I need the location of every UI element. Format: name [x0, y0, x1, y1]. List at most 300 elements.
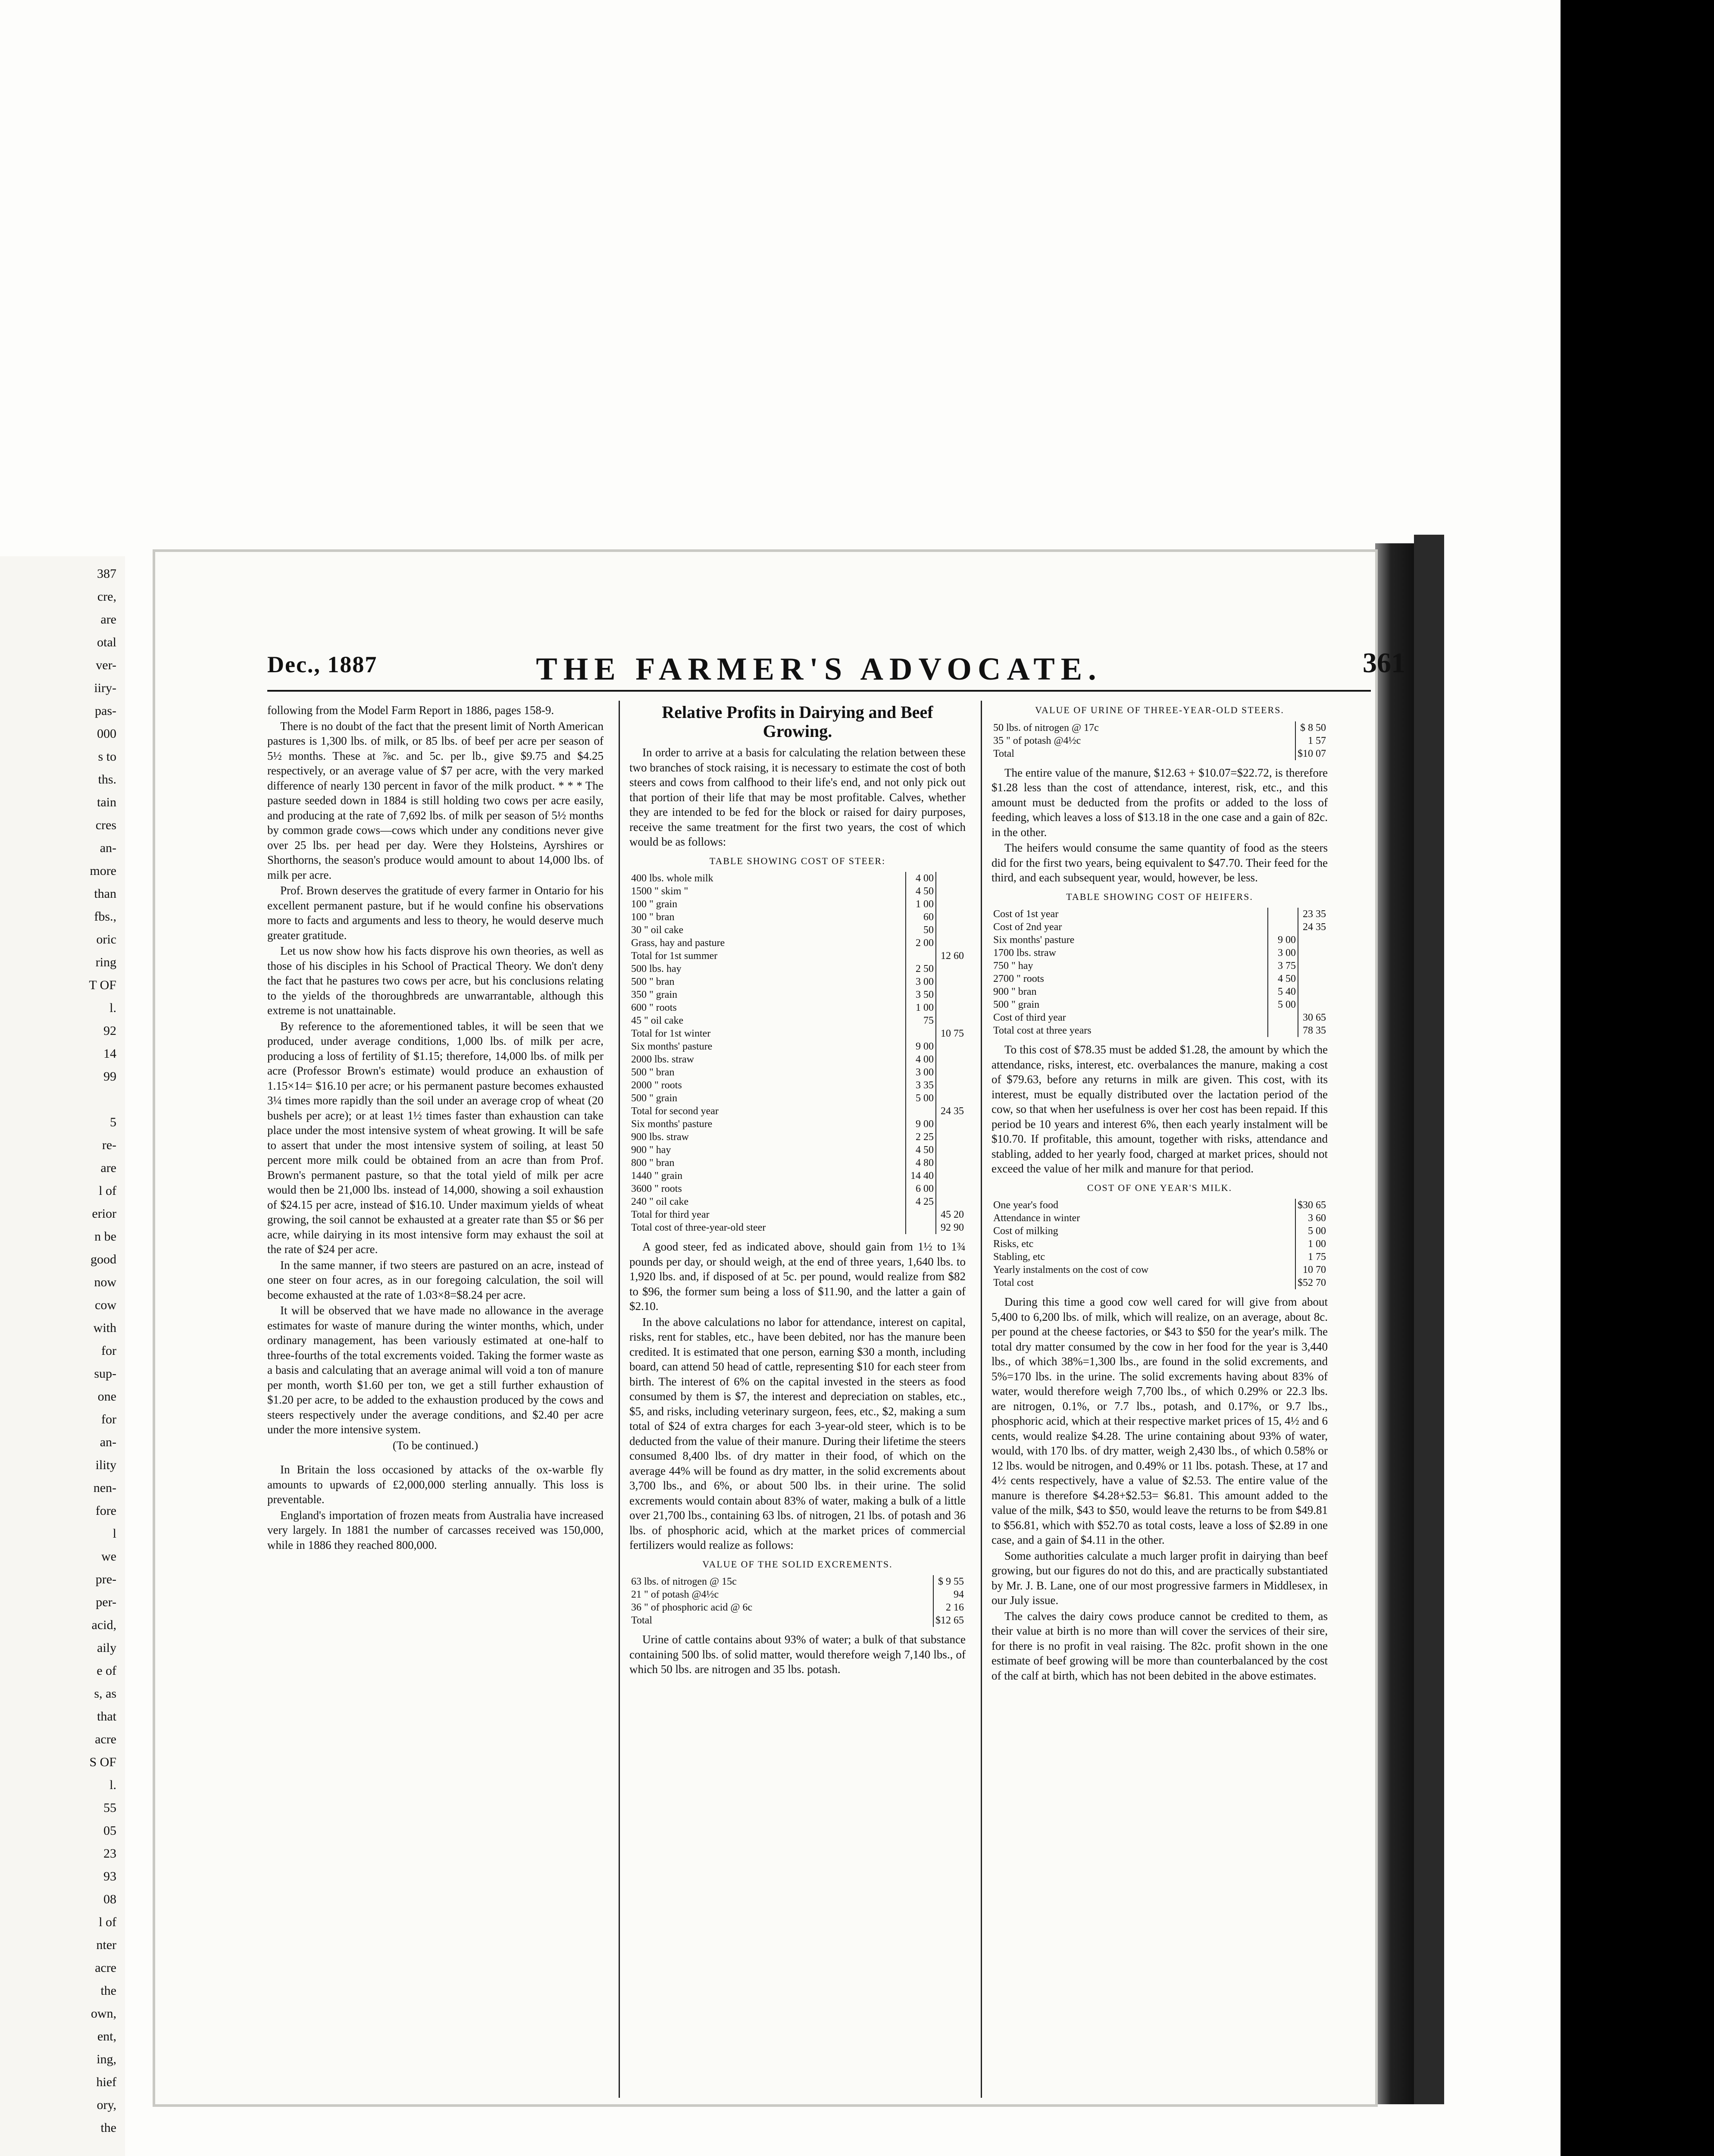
table-value-cell: 5 00 [1268, 998, 1298, 1011]
table-value-cell [936, 1014, 966, 1027]
table-label-cell: Total cost [993, 1277, 1034, 1288]
table-value-cell: 3 50 [906, 988, 936, 1001]
table-row [991, 985, 1328, 998]
table-value-cell [906, 1027, 936, 1040]
left-page-text-fragment: l of [99, 1184, 116, 1198]
table-value-cell [936, 1131, 966, 1144]
table-title: TABLE SHOWING COST OF HEIFERS. [1066, 891, 1253, 902]
left-page-text-fragment: nter [96, 1938, 116, 1952]
table-row [991, 921, 1328, 934]
table-label-cell: Cost of milking [993, 1225, 1058, 1237]
table-row [629, 1588, 966, 1601]
left-page-text-fragment: erior [92, 1206, 116, 1221]
left-page-text-fragment: tain [97, 795, 116, 809]
table-label-cell: Total for 1st winter [631, 1028, 711, 1039]
left-page-text-fragment: ver- [96, 658, 116, 672]
table-label-cell: 35 " of potash @4½c [993, 735, 1081, 746]
table-value-cell: 5 00 [1295, 1225, 1328, 1238]
table-value-cell: 9 00 [906, 1118, 936, 1131]
table-label-cell: 750 " hay [993, 960, 1033, 971]
table-label-cell: 500 " bran [631, 976, 675, 987]
table-value-cell: $12 65 [933, 1614, 966, 1627]
table-value-cell: 4 50 [906, 885, 936, 898]
column-divider [619, 701, 620, 2098]
left-page-text-fragment: 93 [103, 1869, 116, 1883]
column-2 [629, 703, 966, 1678]
table-value-cell [936, 988, 966, 1001]
table-label-cell: 100 " bran [631, 912, 675, 923]
table-row [629, 1601, 966, 1614]
table-label-cell: 500 " grain [631, 1093, 678, 1104]
table-value-cell: 5 00 [906, 1092, 936, 1105]
table-row [629, 1079, 966, 1092]
table-row [991, 972, 1328, 985]
table-value-cell: 1 00 [906, 898, 936, 911]
table-value-cell [1298, 946, 1328, 959]
table-value-cell [936, 1169, 966, 1182]
table-label-cell: 1440 " grain [631, 1170, 683, 1181]
table-label-cell: Cost of 1st year [993, 909, 1059, 920]
table-row [991, 1024, 1328, 1037]
table-value-cell [936, 885, 966, 898]
left-page-text-fragment: we [101, 1549, 116, 1564]
table-value-cell: 45 20 [936, 1208, 966, 1221]
table-value-cell [1298, 934, 1328, 946]
newspaper-page [155, 552, 1405, 2104]
table-label-cell: Total cost of three-year-old steer [631, 1222, 766, 1233]
table-row [629, 937, 966, 950]
table-value-cell: 1 57 [1295, 734, 1328, 747]
table-row [629, 1144, 966, 1156]
table-label-cell: Cost of third year [993, 1012, 1066, 1023]
table-row [991, 946, 1328, 959]
table-row [991, 1276, 1328, 1289]
table-row [991, 1263, 1328, 1276]
left-page-text-fragment: 08 [103, 1892, 116, 1906]
paragraph: In the above calculations no labor for attendance, interest on capital, risks, rent for stables, etc., have been debited, nor has the manure been credited. It is estimated that one person, earning $30 a month, including board, can attend 50 head of cattle, representing $10 for each steer from birth. The interest of 6% on the capital invested in the steers as food consumed by them is $7, the interest and depreciation on stables, etc., $5, and risks, including veterinary surgeon, fees, etc., $2, making a sum total of $24 of extra charges for each 3-year-old steer, which is to be deducted from the value of their manure. During their lifetime the steers consumed 8,400 lbs. of dry matter in their food, of which on the average 44% will be found as dry matter, in the solid excrements about 3,700 lbs., and 6%, or about 500 lbs. in their urine. The solid excrements would contain about 83% of water, making a bulk of a little over 21,700 lbs., containing 63 lbs. of nitrogen, 21 lbs. of potash and 36 lbs. of phosphoric acid, which at the market prices of commercial fertilizers would realize as follows: [629, 1315, 966, 1551]
column-divider [981, 701, 982, 2098]
table-value-cell: 3 60 [1295, 1212, 1328, 1225]
table-label-cell: 600 " roots [631, 1002, 677, 1013]
left-page-text-fragment: fore [95, 1504, 116, 1518]
left-page-text-fragment: ing, [97, 2052, 116, 2066]
table-value-cell [936, 962, 966, 975]
table-label-cell: Stabling, etc [993, 1251, 1045, 1263]
left-page-text-fragment: are [100, 1161, 116, 1175]
table-value-cell: 4 00 [906, 1053, 936, 1066]
left-page-text-fragment: 387 [97, 567, 116, 581]
left-page-text-fragment: for [101, 1344, 116, 1358]
paragraph: It will be observed that we have made no allowance in the average estimates for waste of manure during the winter months, which, under ordinary management, has been variously estimated at one-half to three-fourths of the total excrements voided. Taking the former waste as a basis and calculating that an average animal will void a ton of manure per month, worth $1.60 per ton, we get a still further exhaustion of $1.20 per acre, to be added to the exhaustion produced by the cows and steers respectively under the average conditions, and $2.40 per acre under the more intensive system. [267, 1304, 604, 1436]
table-row [991, 908, 1328, 921]
table-value-cell: 50 [906, 924, 936, 937]
left-page-text-fragment: ory, [97, 2098, 116, 2112]
table-value-cell: $52 70 [1295, 1276, 1328, 1289]
table-row [991, 1238, 1328, 1250]
table-title: TABLE SHOWING COST OF STEER: [709, 855, 886, 866]
table-value-cell: 4 50 [1268, 972, 1298, 985]
news-note: In Britain the loss occasioned by attacks of the ox-warble fly amounts to upwards of £2,000,000 sterling annually. This loss is preventable. [267, 1463, 604, 1506]
table-value-cell: 1 00 [906, 1001, 936, 1014]
left-page-text-fragment: n be [94, 1229, 116, 1244]
table-value-cell: 2 00 [906, 937, 936, 950]
table-value-cell: 23 35 [1298, 908, 1328, 921]
table-row [991, 1212, 1328, 1225]
table-label-cell: Total [631, 1615, 652, 1626]
table-value-cell: $10 07 [1295, 747, 1328, 760]
table-value-cell [936, 975, 966, 988]
table-label-cell: 30 " oil cake [631, 924, 684, 936]
paragraph: In order to arrive at a basis for calculating the relation between these two branches of stock raising, it is necessary to estimate the cost of both steers and cows from calfhood to their life's end, and not only pick out that portion of their life that may be most profitable. Calves, whether they are intended to be fed for the block or raised for dairy purposes, receive the same treatment for the first two years, the cost of which would be as follows: [629, 746, 966, 848]
table-value-cell [936, 1144, 966, 1156]
table-value-cell: 3 35 [906, 1079, 936, 1092]
table-value-cell: 10 70 [1295, 1263, 1328, 1276]
paragraph: Let us now show how his facts disprove his own theories, as well as those of his disciples in his School of Practical Theory. We don't deny the fact that he pastures two cows per acre, but his conclusions relating to the yields of the thoroughbreds are unwarrantable, although this extreme is not unattainable. [267, 944, 604, 1017]
table-value-cell: $ 8 50 [1295, 721, 1328, 734]
table-row [629, 1208, 966, 1221]
table-label-cell: 500 lbs. hay [631, 963, 682, 975]
table-row [991, 998, 1328, 1011]
left-page-text-fragment: the [100, 2121, 116, 2135]
left-page-text-fragment: 23 [103, 1846, 116, 1861]
left-page-text-fragment: sup- [94, 1366, 116, 1381]
table-label-cell: Grass, hay and pasture [631, 937, 725, 949]
table-value-cell: 4 25 [906, 1195, 936, 1208]
table-value-cell [936, 1156, 966, 1169]
table-label-cell: Cost of 2nd year [993, 921, 1062, 933]
left-page-fragment [0, 556, 125, 2156]
table-row [629, 885, 966, 898]
paragraph: The entire value of the manure, $12.63 + $10.07=$22.72, is therefore $1.28 less than the cost of attendance, interest, risk, etc., and this amount must be deducted from the profits or added to the loss of feeding, which leaves a loss of $13.18 in the one case and a gain of 82c. in the other. [991, 766, 1328, 839]
left-page-text-fragment: S OF [89, 1755, 116, 1769]
left-page-text-fragment: are [100, 612, 116, 627]
table-label-cell: 400 lbs. whole milk [631, 873, 713, 884]
left-page-text-fragment: l of [99, 1915, 116, 1929]
left-page-text-fragment: good [91, 1252, 116, 1266]
table-value-cell: 30 65 [1298, 1011, 1328, 1024]
left-page-text-fragment: fbs., [94, 909, 116, 924]
left-page-text-fragment: 000 [97, 727, 116, 741]
table-value-cell [1268, 1024, 1298, 1037]
table-value-cell [936, 1092, 966, 1105]
table-row [629, 1118, 966, 1131]
table-value-cell: 92 90 [936, 1221, 966, 1234]
table-row [991, 1011, 1328, 1024]
left-page-text-fragment: otal [97, 635, 116, 649]
table-row [629, 1040, 966, 1053]
table-value-cell: 14 40 [906, 1169, 936, 1182]
table-row [991, 734, 1328, 747]
table-value-cell: 9 00 [906, 1040, 936, 1053]
table-label-cell: Total cost at three years [993, 1025, 1092, 1036]
header-date: Dec., 1887 [267, 652, 378, 677]
table-value-cell: 6 00 [906, 1182, 936, 1195]
left-page-text-fragment: pre- [95, 1572, 116, 1586]
table-value-cell: 75 [906, 1014, 936, 1027]
table-value-cell [1268, 921, 1298, 934]
table-value-cell: 3 75 [1268, 959, 1298, 972]
table-title: VALUE OF THE SOLID EXCREMENTS. [702, 1558, 893, 1570]
table-value-cell: $30 65 [1295, 1199, 1328, 1212]
left-page-text-fragment: 14 [103, 1047, 116, 1061]
table-label-cell: 2000 " roots [631, 1080, 682, 1091]
paragraph: Prof. Brown deserves the gratitude of every farmer in Ontario for his excellent permanent pasture, but if he would confine his observations more to facts and arguments and less to theory, he would deserve much greater gratitude. [267, 884, 604, 942]
table-value-cell [1298, 985, 1328, 998]
left-page-text-fragment: re- [102, 1138, 116, 1152]
table-row [991, 1199, 1328, 1212]
table-value-cell [936, 911, 966, 924]
table-row [629, 1014, 966, 1027]
left-page-text-fragment: 5 [110, 1115, 116, 1129]
table-label-cell: 900 " bran [993, 986, 1037, 997]
paragraph: To this cost of $78.35 must be added $1.28, the amount by which the attendance, risks, interest, etc. overbalances the manure, making a cost of $79.63, before any returns in milk are given. This cost, with its interest, must be equally distributed over the lactation period of the cow, so that when her usefulness is over her cost has been repaid. If this period be 10 years and interest 6%, then each yearly instalment will be $10.70. If profitable, this amount, together with risks, attendance and stabling, added to her yearly food, charged at market prices, should not exceed the value of her milk and manure for that period. [991, 1043, 1328, 1175]
left-page-text-fragment: own, [91, 2006, 116, 2021]
table-value-cell: 24 35 [1298, 921, 1328, 934]
table-label-cell: Total for 1st summer [631, 950, 718, 962]
left-page-text-fragment: l. [109, 1001, 116, 1015]
left-page-text-fragment: cow [95, 1298, 116, 1312]
table-row [629, 1614, 966, 1627]
table-label-cell: Total [993, 748, 1014, 759]
table-value-cell: 1 00 [1295, 1238, 1328, 1250]
continued-note: (To be continued.) [392, 1438, 479, 1452]
table-label-cell: Total for third year [631, 1209, 710, 1220]
table-label-cell: Total for second year [631, 1106, 719, 1117]
table-label-cell: 500 " bran [631, 1067, 675, 1078]
table-row [991, 1250, 1328, 1263]
page-edge-dark [1414, 535, 1444, 2104]
milk-cost-table [991, 1199, 1328, 1289]
table-label-cell: 3600 " roots [631, 1183, 682, 1194]
table-value-cell [936, 1079, 966, 1092]
left-page-text-fragment: T OF [89, 978, 116, 992]
table-value-cell [936, 924, 966, 937]
table-value-cell: 12 60 [936, 950, 966, 962]
table-label-cell: Attendance in winter [993, 1213, 1080, 1224]
table-label-cell: 63 lbs. of nitrogen @ 15c [631, 1576, 737, 1587]
table-row [629, 1066, 966, 1079]
table-row [991, 721, 1328, 734]
table-value-cell: 4 50 [906, 1144, 936, 1156]
table-label-cell: Six months' pasture [993, 934, 1075, 946]
table-value-cell: 4 80 [906, 1156, 936, 1169]
table-value-cell: 10 75 [936, 1027, 966, 1040]
table-label-cell: 45 " oil cake [631, 1015, 684, 1026]
left-page-text-fragment: s to [98, 749, 116, 764]
table-value-cell: 94 [933, 1588, 966, 1601]
table-value-cell: 2 16 [933, 1601, 966, 1614]
left-page-text-fragment: ths. [98, 772, 116, 787]
table-value-cell [936, 1040, 966, 1053]
paragraph: In the same manner, if two steers are pastured on an acre, instead of one steer on four acres, as in our foregoing calculation, the soil will become exhausted at the rate of 1.03×8=$8.24 per acre. [267, 1258, 604, 1301]
table-value-cell [936, 937, 966, 950]
left-page-text-fragment: nen- [93, 1481, 116, 1495]
left-page-text-fragment: 99 [103, 1069, 116, 1084]
table-label-cell: 900 " hay [631, 1144, 671, 1156]
table-value-cell: 3 00 [1268, 946, 1298, 959]
table-title: COST OF ONE YEAR'S MILK. [1087, 1182, 1232, 1193]
table-row [991, 1225, 1328, 1238]
table-value-cell: 78 35 [1298, 1024, 1328, 1037]
table-row [629, 1156, 966, 1169]
table-label-cell: 21 " of potash @4½c [631, 1589, 719, 1600]
table-row [629, 872, 966, 885]
table-label-cell: 800 " bran [631, 1157, 675, 1169]
paragraph: A good steer, fed as indicated above, should gain from 1½ to 1¾ pounds per day, or should weigh, at the end of three years, 1,640 lbs. to 1,920 lbs. and, if disposed of at 5c. per pound, would realize from $82 to $96, the former sum being a loss of $11.90, and the latter a gain of $2.10. [629, 1240, 966, 1313]
table-value-cell [936, 1182, 966, 1195]
left-page-text-fragment: more [90, 864, 116, 878]
left-page-text-fragment: acid, [91, 1618, 116, 1632]
table-row [629, 975, 966, 988]
page-header [267, 647, 1405, 687]
table-value-cell [936, 1053, 966, 1066]
paragraph: Some authorities calculate a much larger profit in dairying than beef growing, but our figures do not do this, and are practically substantiated by Mr. J. B. Lane, one of our most progressive farmers in Middlesex, in our July issue. [991, 1549, 1328, 1607]
left-page-text-fragment: now [94, 1275, 116, 1289]
article-heading: Relative Profits in Dairying and Beef Growing. [662, 702, 933, 741]
table-label-cell: 1700 lbs. straw [993, 947, 1056, 959]
header-title: THE FARMER'S ADVOCATE. [536, 652, 1102, 687]
paragraph: Urine of cattle contains about 93% of water; a bulk of that substance containing 500 lbs. of solid matter, would therefore weigh 7,140 lbs., of which 50 lbs. are nitrogen and 35 lbs. potash. [629, 1633, 966, 1676]
left-page-text-fragment: s, as [94, 1686, 116, 1701]
table-value-cell: 1 75 [1295, 1250, 1328, 1263]
table-row [629, 950, 966, 962]
left-page-text-fragment: one [97, 1389, 116, 1404]
table-label-cell: 2000 lbs. straw [631, 1054, 694, 1065]
table-row [629, 1105, 966, 1118]
table-value-cell [936, 1118, 966, 1131]
table-label-cell: 240 " oil cake [631, 1196, 689, 1207]
left-page-text-fragment: ring [95, 955, 116, 969]
table-value-cell [1298, 972, 1328, 985]
paragraph: The heifers would consume the same quantity of food as the steers did for the first two years, being equivalent to $47.70. Their feed for the third, and each subsequent year, would, however, be less. [991, 841, 1328, 884]
table-label-cell: Six months' pasture [631, 1041, 713, 1052]
table-value-cell: 3 00 [906, 975, 936, 988]
left-page-text-fragment: per- [96, 1595, 116, 1609]
left-page-text-fragment: an- [100, 1435, 116, 1449]
table-row [629, 1092, 966, 1105]
table-title: VALUE OF URINE OF THREE-YEAR-OLD STEERS. [1035, 705, 1284, 715]
table-value-cell [906, 1221, 936, 1234]
left-page-text-fragment: 05 [103, 1824, 116, 1838]
table-label-cell: Six months' pasture [631, 1119, 713, 1130]
table-row [629, 1169, 966, 1182]
table-label-cell: Risks, etc [993, 1238, 1034, 1250]
table-label-cell: 1500 " skim " [631, 886, 688, 897]
table-label-cell: 36 " of phosphoric acid @ 6c [631, 1602, 753, 1613]
table-value-cell: 4 00 [906, 872, 936, 885]
paragraph: During this time a good cow well cared for will give from about 5,400 to 6,200 lbs. of milk, which will realize, on an average, about 8c. per pound at the cheese factories, or $43 to $50 for the year's milk. The total dry matter consumed by the cow in her food for the year is 3,440 lbs., of which 38%=1,300 lbs., are found in the solid excrements, and 5%=170 lbs. in the urine. The solid excrements having about 83% of water, would therefore weigh 7,700 lbs., of which 0.29% or 22.3 lbs. are nitrogen, 0.1%, or 7.7 lbs., potash, and 0.17%, or 9.7 lbs., phosphoric acid, which at their respective market prices of 15, 4½ and 6 cents, would realize $4.28. The urine containing about 93% of water, would, with 170 lbs. of dry matter, weigh 2,430 lbs., of which 0.58% or 12 lbs. would be nitrogen, and 0.49% or 11 lbs. potash. These, at 17 and 4½ cents respectively, have a value of $2.53. The entire value of the manure is therefore $4.28+$2.53= $6.81. This amount added to the value of the milk, $43 to $50, would leave the returns to be from $49.81 to $56.81, which with $52.70 as total costs, leave a loss of $2.89 in one case, and a gain of $4.11 in the other. [991, 1295, 1328, 1546]
left-page-text-fragment: cre, [97, 589, 116, 604]
table-value-cell [936, 1001, 966, 1014]
table-value-cell [906, 1105, 936, 1118]
table-value-cell [906, 1208, 936, 1221]
table-value-cell [936, 1066, 966, 1079]
table-value-cell [1268, 908, 1298, 921]
left-page-text-fragment: l [113, 1526, 116, 1541]
table-value-cell: 5 40 [1268, 985, 1298, 998]
page-edge-shadow [1375, 543, 1414, 2104]
left-page-text-fragment: iiry- [94, 681, 116, 695]
table-row [991, 959, 1328, 972]
paragraph: There is no doubt of the fact that the present limit of North American pastures is 1,300 lbs. of milk, or 85 lbs. of beef per acre per season of 5½ months. These at ⅞c. and 5c. per lb., give $9.75 and $4.25 respectively, or an average value of $7 per acre, with the very marked difference of nearly 130 percent in favor of the milk product. * * * The pasture seeded down in 1884 is still holding two cows per acre easily, and producing at the rate of 7,692 lbs. of milk per season of 5½ months by common grade cows—cows which under any conditions never give over 25 lbs. per head per day. Were they Holsteins, Ayrshires or Shorthorns, the season's produce would amount to about 14,000 lbs. of milk per acre. [267, 719, 604, 881]
news-note: England's importation of frozen meats from Australia have increased very largely. In 1881 the number of carcasses received was 150,000, while in 1886 they reached 800,000. [267, 1508, 604, 1551]
table-label-cell: 350 " grain [631, 989, 678, 1000]
left-page-text-fragment: than [94, 887, 116, 901]
header-rule [267, 690, 1371, 692]
paragraph: The calves the dairy cows produce cannot be credited to them, as their value at birth is no more than will cover the services of their sire, for there is no profit in veal raising. The 82c. profit shown in the one estimate of beef growing will be more than counterbalanced by the cost of the calf at birth, which has not been debited in the above estimates. [991, 1609, 1328, 1682]
table-row [629, 1221, 966, 1234]
table-label-cell: 900 lbs. straw [631, 1131, 689, 1143]
table-value-cell [936, 872, 966, 885]
table-value-cell: 24 35 [936, 1105, 966, 1118]
table-label-cell: 50 lbs. of nitrogen @ 17c [993, 722, 1099, 733]
heifer-cost-table [991, 908, 1328, 1037]
table-row [991, 747, 1328, 760]
left-page-text-fragment: pas- [95, 704, 116, 718]
table-row [629, 1575, 966, 1588]
table-row [629, 962, 966, 975]
table-value-cell [906, 950, 936, 962]
left-page-text-fragment: oric [96, 932, 116, 946]
left-page-text-fragment: an- [100, 841, 116, 855]
table-value-cell [1298, 998, 1328, 1011]
left-page-text-fragment: cres [95, 818, 116, 832]
table-row [629, 1001, 966, 1014]
table-row [629, 1053, 966, 1066]
paragraph: following from the Model Farm Report in 1886, pages 158-9. [267, 704, 554, 717]
column-1 [267, 703, 604, 1553]
left-page-text-fragment: acre [95, 1732, 116, 1746]
table-value-cell [936, 1195, 966, 1208]
table-label-cell: 500 " grain [993, 999, 1040, 1010]
table-value-cell: 60 [906, 911, 936, 924]
table-row [629, 1182, 966, 1195]
left-page-text-fragment: aily [97, 1641, 116, 1655]
table-value-cell [936, 898, 966, 911]
header-page-number: 361 [1363, 647, 1405, 679]
left-page-text-fragment: e of [97, 1664, 116, 1678]
table-label-cell: 2700 " roots [993, 973, 1044, 984]
table-row [629, 1195, 966, 1208]
table-row [629, 924, 966, 937]
column-3 [991, 703, 1328, 1684]
left-page-text-fragment: acre [95, 1961, 116, 1975]
solid-excrements-table [629, 1575, 966, 1627]
left-page-text-fragment: that [97, 1709, 116, 1724]
table-value-cell: 3 00 [906, 1066, 936, 1079]
table-label-cell: 100 " grain [631, 899, 678, 910]
table-value-cell [1298, 959, 1328, 972]
left-page-text-fragment: 92 [103, 1024, 116, 1038]
left-page-text-fragment: 55 [103, 1801, 116, 1815]
left-page-text-fragment: with [93, 1321, 116, 1335]
table-value-cell [1268, 1011, 1298, 1024]
table-value-cell: 2 25 [906, 1131, 936, 1144]
table-value-cell: $ 9 55 [933, 1575, 966, 1588]
table-value-cell: 2 50 [906, 962, 936, 975]
table-label-cell: Yearly instalments on the cost of cow [993, 1264, 1149, 1275]
table-row [629, 1027, 966, 1040]
paragraph: By reference to the aforementioned tables, it will be seen that we produced, under average conditions, 1,000 lbs. of milk per acre, producing a loss of fertility of $1.15; therefore, 14,000 lbs. of milk per acre (Professor Brown's estimate) would produce an exhaustion of 1.15×14= $16.10 per acre; or his permanent pasture becomes exhausted 3¼ times more rapidly than the soil under an average crop of wheat (20 bushels per acre); or at least 1½ times faster than exhaustion can take place under the most intensive system of wheat growing. It will be safe to assert that under the most intensive system of soiling, at least 50 percent more milk could be obtained from an acre than from Prof. Brown's permanent pasture, so that the total yield of milk per acre would then be 21,000 lbs. instead of 14,000, showing a soil exhaustion of $24.15 per acre, instead of $16.10. Under maximum yields of wheat growing, the soil cannot be exhausted at a greater rate than $5 or $6 per acre, while dairying in its most intensive form may exhaust the soil at the rate of $24 per acre. [267, 1019, 604, 1256]
left-page-text-fragment: for [101, 1412, 116, 1426]
table-row [629, 1131, 966, 1144]
urine-value-table [991, 721, 1328, 760]
table-row [629, 911, 966, 924]
left-page-text-fragment: ility [95, 1458, 116, 1472]
steer-cost-table [629, 872, 966, 1234]
left-page-text-fragment: ent, [97, 2029, 116, 2043]
table-row [629, 988, 966, 1001]
